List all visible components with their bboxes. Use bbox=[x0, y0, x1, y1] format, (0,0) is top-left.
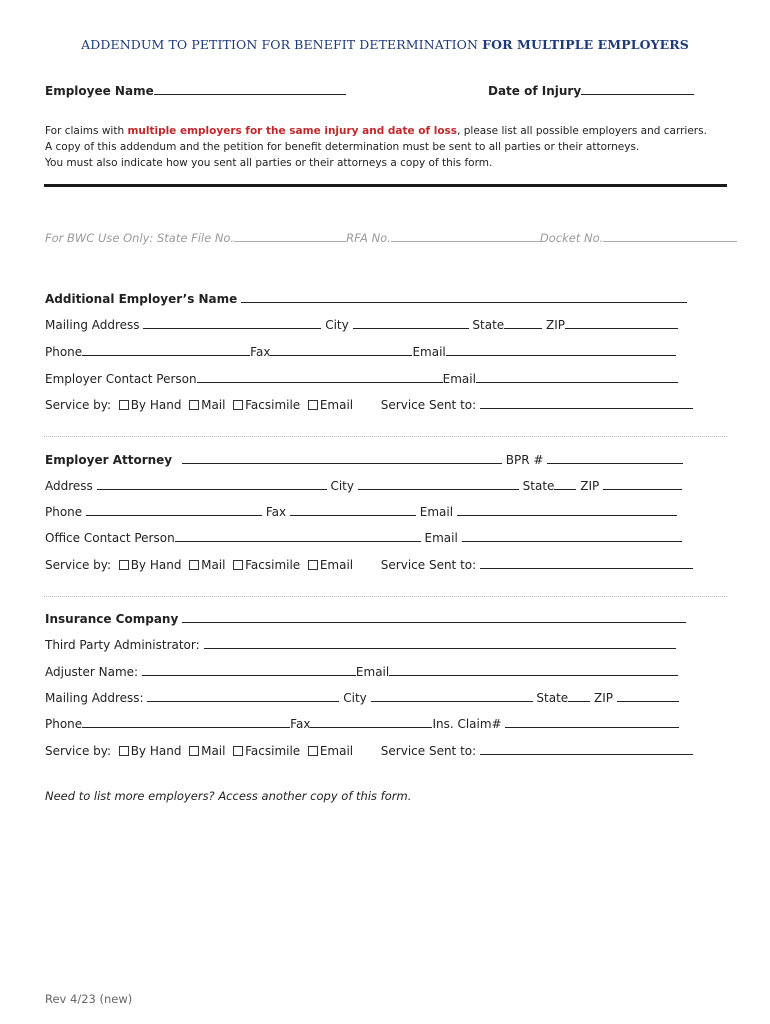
insurance-city-field[interactable] bbox=[371, 690, 533, 702]
tpa-row bbox=[45, 637, 676, 652]
employer-city-label: City bbox=[325, 318, 349, 332]
state-file-label: For BWC Use Only: State File No. bbox=[45, 231, 235, 245]
state-file-field[interactable] bbox=[234, 230, 346, 242]
employer-contact-email-label: Email bbox=[442, 372, 476, 386]
employer-contact-row bbox=[45, 371, 678, 386]
insurance-state-field[interactable] bbox=[568, 690, 590, 702]
adjuster-label: Adjuster Name: bbox=[45, 665, 139, 679]
form-title bbox=[0, 37, 770, 52]
by-hand-checkbox[interactable] bbox=[119, 746, 129, 756]
employer-name-field[interactable] bbox=[241, 291, 687, 303]
service-sent-to-field[interactable] bbox=[480, 743, 693, 755]
employer-name-row bbox=[45, 291, 687, 306]
attorney-label: Employer Attorney bbox=[45, 453, 173, 467]
email-label: Email bbox=[319, 558, 354, 572]
attorney-state-field[interactable] bbox=[554, 478, 576, 490]
bwc-use-only bbox=[45, 230, 737, 245]
adjuster-email-label: Email bbox=[355, 665, 390, 679]
attorney-service-row bbox=[45, 557, 693, 572]
service-sent-to-field[interactable] bbox=[480, 397, 693, 409]
more-employers-note: Need to list more employers? Access another copy of this form. bbox=[45, 789, 412, 803]
attorney-phone-label: Phone bbox=[45, 505, 83, 519]
email-label: Email bbox=[319, 744, 354, 758]
divider-dotted bbox=[44, 436, 727, 437]
employer-email-field[interactable] bbox=[446, 344, 676, 356]
attorney-city-field[interactable] bbox=[358, 478, 519, 490]
revision-label: Rev 4/23 (new) bbox=[45, 992, 133, 1006]
employer-contact-field[interactable] bbox=[197, 371, 443, 383]
employer-address-row bbox=[45, 317, 678, 332]
employer-phone-field[interactable] bbox=[82, 344, 250, 356]
insurance-fax-field[interactable] bbox=[310, 716, 432, 728]
docket-field[interactable] bbox=[603, 230, 737, 242]
intro-line3: You must also indicate how you sent all parties or their attorneys a copy of this form. bbox=[45, 157, 493, 169]
intro-line2: A copy of this addendum and the petition for benefit determination must be sent to all parties or their attorneys. bbox=[45, 141, 640, 153]
attorney-field[interactable] bbox=[182, 452, 502, 464]
facsimile-checkbox[interactable] bbox=[233, 560, 243, 570]
insurance-mailing-field[interactable] bbox=[147, 690, 339, 702]
insurance-label: Insurance Company bbox=[45, 612, 179, 626]
by-hand-checkbox[interactable] bbox=[119, 400, 129, 410]
email-checkbox[interactable] bbox=[308, 560, 318, 570]
bpr-label: BPR # bbox=[505, 453, 544, 467]
mail-label: Mail bbox=[201, 744, 226, 758]
email-checkbox[interactable] bbox=[308, 746, 318, 756]
facsimile-label: Facsimile bbox=[245, 744, 301, 758]
claim-label: Ins. Claim# bbox=[432, 717, 502, 731]
attorney-zip-label: ZIP bbox=[580, 479, 600, 493]
insurance-zip-label: ZIP bbox=[594, 691, 614, 705]
facsimile-label: Facsimile bbox=[245, 558, 301, 572]
attorney-address-row bbox=[45, 478, 682, 493]
form-title-part1: ADDENDUM TO PETITION FOR BENEFIT DETERMINATION bbox=[81, 37, 483, 52]
insurance-phone-row bbox=[45, 716, 679, 731]
attorney-phone-field[interactable] bbox=[86, 504, 262, 516]
attorney-fax-field[interactable] bbox=[290, 504, 416, 516]
service-label: Service by: bbox=[45, 744, 112, 758]
facsimile-checkbox[interactable] bbox=[233, 746, 243, 756]
employer-city-field[interactable] bbox=[353, 317, 469, 329]
employee-name-field[interactable] bbox=[154, 83, 346, 95]
intro-line1-post: , please list all possible employers and carriers. bbox=[457, 125, 707, 137]
adjuster-row bbox=[45, 664, 678, 679]
rfa-label: RFA No. bbox=[346, 231, 391, 245]
date-of-injury-label: Date of Injury bbox=[488, 84, 582, 98]
insurance-state-label: State bbox=[536, 691, 569, 705]
mail-label: Mail bbox=[201, 398, 226, 412]
service-sent-to-label: Service Sent to: bbox=[380, 744, 477, 758]
attorney-email-label: Email bbox=[419, 505, 454, 519]
intro-line1-pre: For claims with bbox=[45, 125, 128, 137]
insurance-zip-field[interactable] bbox=[617, 690, 679, 702]
service-sent-to-label: Service Sent to: bbox=[380, 558, 477, 572]
employer-phone-row bbox=[45, 344, 676, 359]
mail-label: Mail bbox=[201, 558, 226, 572]
attorney-zip-field[interactable] bbox=[603, 478, 682, 490]
employer-zip-label: ZIP bbox=[545, 318, 565, 332]
tpa-label: Third Party Administrator: bbox=[45, 638, 200, 652]
by-hand-checkbox[interactable] bbox=[119, 560, 129, 570]
rfa-field[interactable] bbox=[391, 230, 540, 242]
office-contact-label: Office Contact Person bbox=[45, 531, 175, 545]
intro-highlight: multiple employers for the same injury and date of loss bbox=[127, 125, 458, 137]
by-hand-label: By Hand bbox=[130, 558, 182, 572]
docket-label: Docket No. bbox=[539, 231, 604, 245]
service-sent-to-field[interactable] bbox=[480, 557, 693, 569]
service-label: Service by: bbox=[45, 398, 112, 412]
employer-service-row bbox=[45, 397, 693, 412]
employer-contact-label: Employer Contact Person bbox=[45, 372, 197, 386]
form-title-part2: FOR MULTIPLE EMPLOYERS bbox=[482, 37, 689, 52]
attorney-address-field[interactable] bbox=[97, 478, 327, 490]
service-sent-to-label: Service Sent to: bbox=[380, 398, 477, 412]
insurance-fax-label: Fax bbox=[290, 717, 311, 731]
employer-name-label: Additional Employer’s Name bbox=[45, 292, 238, 306]
employer-phone-label: Phone bbox=[45, 345, 83, 359]
mail-checkbox[interactable] bbox=[189, 400, 199, 410]
attorney-contact-row bbox=[45, 530, 682, 545]
employer-zip-field[interactable] bbox=[565, 317, 678, 329]
insurance-city-label: City bbox=[343, 691, 367, 705]
office-contact-field[interactable] bbox=[175, 530, 421, 542]
office-contact-email-field[interactable] bbox=[462, 530, 682, 542]
email-checkbox[interactable] bbox=[308, 400, 318, 410]
attorney-fax-label: Fax bbox=[265, 505, 287, 519]
date-of-injury-field[interactable] bbox=[581, 83, 694, 95]
insurance-field[interactable] bbox=[182, 611, 686, 623]
attorney-phone-row bbox=[45, 504, 677, 519]
attorney-row bbox=[45, 452, 683, 467]
facsimile-label: Facsimile bbox=[245, 398, 301, 412]
insurance-address-row bbox=[45, 690, 679, 705]
attorney-state-label: State bbox=[522, 479, 555, 493]
by-hand-label: By Hand bbox=[130, 398, 182, 412]
employer-state-label: State bbox=[472, 318, 505, 332]
mail-checkbox[interactable] bbox=[189, 746, 199, 756]
insurance-mailing-label: Mailing Address: bbox=[45, 691, 144, 705]
facsimile-checkbox[interactable] bbox=[233, 400, 243, 410]
office-contact-email-label: Email bbox=[424, 531, 458, 545]
by-hand-label: By Hand bbox=[130, 744, 182, 758]
insurance-phone-label: Phone bbox=[45, 717, 83, 731]
adjuster-field[interactable] bbox=[142, 664, 356, 676]
employer-mailing-field[interactable] bbox=[143, 317, 321, 329]
tpa-field[interactable] bbox=[204, 637, 676, 649]
mail-checkbox[interactable] bbox=[189, 560, 199, 570]
divider-dotted bbox=[44, 596, 727, 597]
employer-fax-label: Fax bbox=[250, 345, 271, 359]
bpr-field[interactable] bbox=[547, 452, 683, 464]
employer-state-field[interactable] bbox=[504, 317, 542, 329]
adjuster-email-field[interactable] bbox=[389, 664, 678, 676]
section-divider bbox=[44, 184, 727, 187]
service-label: Service by: bbox=[45, 558, 112, 572]
employee-name-row bbox=[45, 83, 346, 98]
employer-mailing-label: Mailing Address bbox=[45, 318, 140, 332]
employer-contact-email-field[interactable] bbox=[476, 371, 678, 383]
date-of-injury-row bbox=[488, 83, 694, 98]
employee-name-label: Employee Name bbox=[45, 84, 154, 98]
insurance-service-row bbox=[45, 743, 693, 758]
attorney-city-label: City bbox=[330, 479, 354, 493]
claim-field[interactable] bbox=[505, 716, 679, 728]
attorney-address-label: Address bbox=[45, 479, 93, 493]
employer-fax-field[interactable] bbox=[270, 344, 412, 356]
attorney-email-field[interactable] bbox=[457, 504, 677, 516]
insurance-row bbox=[45, 611, 686, 626]
instructions bbox=[45, 123, 735, 171]
insurance-phone-field[interactable] bbox=[82, 716, 290, 728]
employer-email-label: Email bbox=[412, 345, 446, 359]
email-label: Email bbox=[319, 398, 354, 412]
